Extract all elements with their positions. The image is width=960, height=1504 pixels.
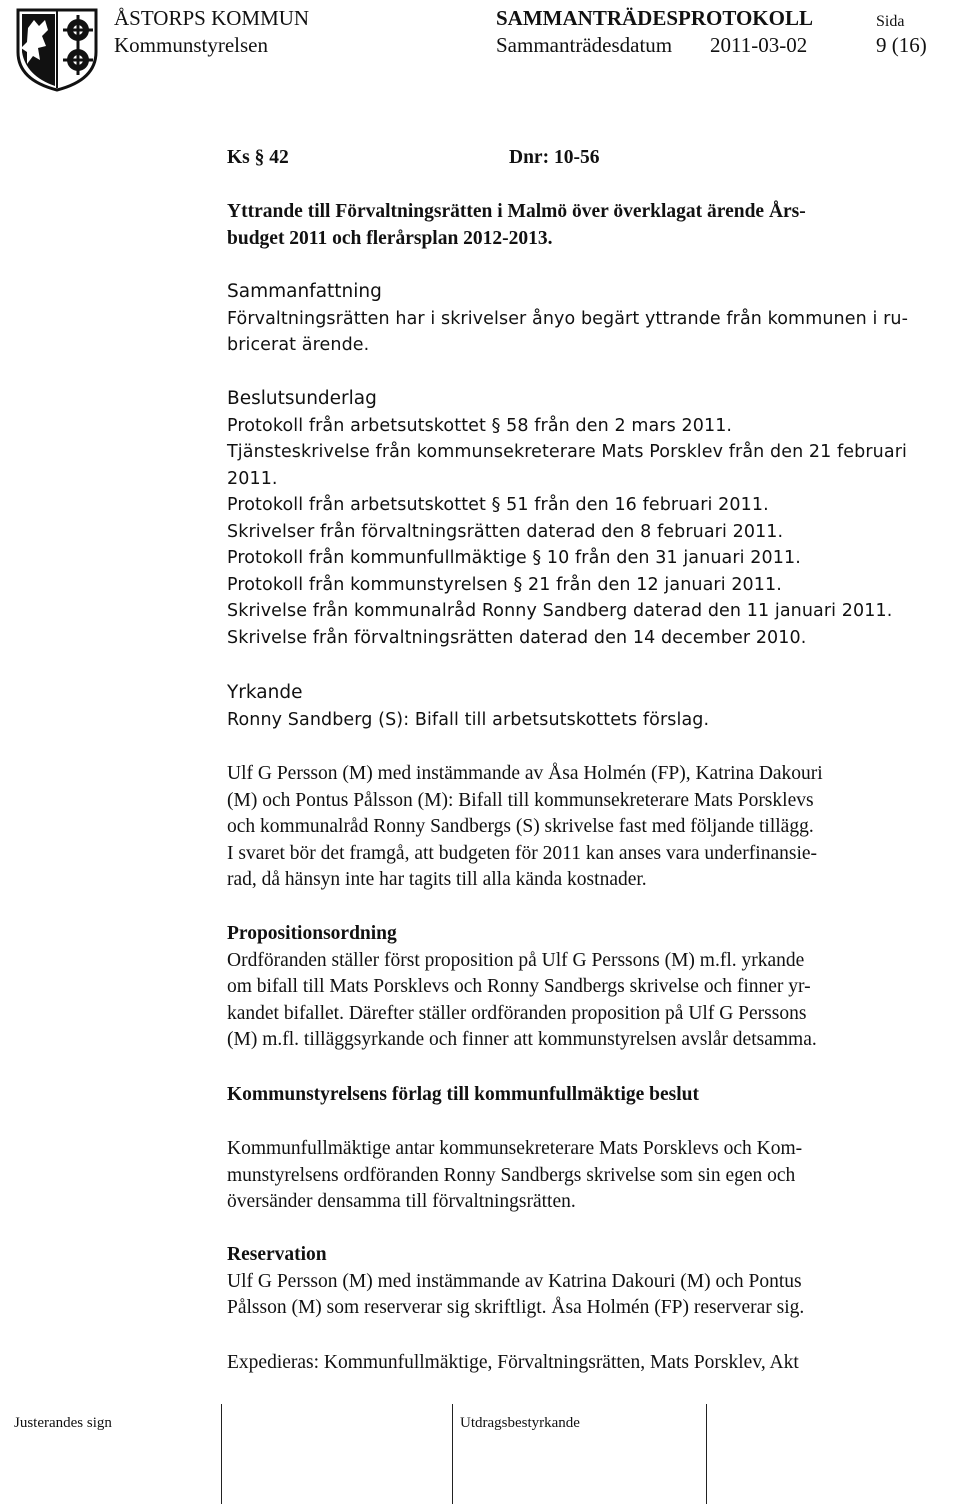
section-heading: Sammanfattning: [227, 281, 382, 302]
text-line: munstyrelsens ordföranden Ronny Sandbergs skrivelse som sin egen och: [227, 1164, 796, 1186]
list-item: Protokoll från arbetsutskottet § 58 från den 2 mars 2011.: [227, 415, 733, 436]
case-dnr: Dnr: 10-56: [509, 147, 600, 168]
meeting-date-label: Sammanträdesdatum: [496, 33, 673, 57]
text-line: Ulf G Persson (M) med instämmande av Åsa Holmén (FP), Katrina Dakouri: [227, 763, 823, 784]
section-sammanfattning: [227, 279, 937, 359]
case-title-line: Yttrande till Förvaltningsrätten i Malmö över överklagat ärende Års-: [227, 201, 806, 222]
footer-justerandes-sign: Justerandes sign: [14, 1415, 112, 1431]
section-heading: Yrkande: [227, 682, 303, 703]
text-line: (M) och Pontus Pålsson (M): Bifall till kommunsekreterare Mats Porsklevs: [227, 789, 814, 811]
section-yrkande: [227, 680, 937, 733]
list-item: Tjänsteskrivelse från kommunsekreterare Mats Porsklev från den 21 februari: [227, 442, 907, 462]
section-forslag: [227, 1136, 937, 1216]
org-name: ÅSTORPS KOMMUN: [114, 6, 310, 30]
text-line: om bifall till Mats Porsklevs och Ronny Sandbergs skrivelse och finner yr-: [227, 976, 811, 997]
section-beslutsunderlag: [227, 386, 937, 651]
footer-divider: [452, 1404, 453, 1504]
footer-utdragsbestyrkande: Utdragsbestyrkande: [460, 1415, 580, 1431]
case-title-line: budget 2011 och flerårsplan 2012-2013.: [227, 227, 553, 249]
meeting-date: 2011-03-02: [710, 33, 808, 57]
unit-name: Kommunstyrelsen: [114, 33, 268, 57]
list-item: Skrivelse från förvaltningsrätten daterad den 14 december 2010.: [227, 627, 807, 648]
text-line: bricerat ärende.: [227, 335, 370, 355]
footer-divider: [706, 1404, 707, 1504]
case-number: Ks § 42: [227, 147, 289, 168]
yrkande-paragraph: [227, 761, 937, 894]
section-heading: Kommunstyrelsens förlag till kommunfullmäktige beslut: [227, 1084, 699, 1105]
page-label: Sida: [876, 13, 905, 30]
section-reservation: [227, 1242, 937, 1322]
text-line: kandet bifallet. Därefter ställer ordföranden proposition på Ulf G Perssons: [227, 1002, 807, 1024]
text-line: Förvaltningsrätten har i skrivelser ånyo begärt yttrande från kommunen i ru-: [227, 308, 908, 329]
text-line: Ordföranden ställer först proposition på Ulf G Perssons (M) m.fl. yrkande: [227, 949, 805, 971]
footer-divider: [221, 1404, 222, 1504]
list-item: Protokoll från kommunstyrelsen § 21 från den 12 januari 2011.: [227, 574, 782, 595]
expedieras-line: Expedieras: Kommunfullmäktige, Förvaltningsrätten, Mats Porsklev, Akt: [227, 1352, 799, 1373]
list-item: 2011.: [227, 468, 278, 489]
list-item: Protokoll från arbetsutskottet § 51 från den 16 februari 2011.: [227, 495, 769, 515]
case-title: [227, 199, 937, 252]
text-line: rad, då hänsyn inte har tagits till alla kända kostnader.: [227, 869, 647, 890]
section-heading: Beslutsunderlag: [227, 388, 377, 409]
text-line: översänder densamma till förvaltningsrätten.: [227, 1191, 576, 1212]
text-line: Pålsson (M) som reserverar sig skriftligt. Åsa Holmén (FP) reserverar sig.: [227, 1297, 805, 1318]
document-type: SAMMANTRÄDESPROTOKOLL: [496, 6, 813, 30]
list-item: Protokoll från kommunfullmäktige § 10 från den 31 januari 2011.: [227, 548, 801, 568]
section-heading: Propositionsordning: [227, 923, 397, 944]
section-heading: Reservation: [227, 1244, 327, 1265]
section-propositionsordning: [227, 921, 937, 1054]
text-line: Ulf G Persson (M) med instämmande av Katrina Dakouri (M) och Pontus: [227, 1270, 802, 1292]
list-item: Skrivelse från kommunalråd Ronny Sandberg daterad den 11 januari 2011.: [227, 601, 893, 621]
text-line: Ronny Sandberg (S): Bifall till arbetsutskottets förslag.: [227, 709, 710, 730]
municipal-crest-logo: [14, 6, 100, 92]
page-number: 9 (16): [876, 33, 927, 57]
text-line: Kommunfullmäktige antar kommunsekreterare Mats Porsklevs och Kom-: [227, 1138, 803, 1159]
list-item: Skrivelser från förvaltningsrätten daterad den 8 februari 2011.: [227, 521, 784, 542]
text-line: (M) m.fl. tilläggsyrkande och finner att kommunstyrelsen avslår detsamma.: [227, 1029, 817, 1050]
text-line: I svaret bör det framgå, att budgeten för 2011 kan anses vara underfinansie-: [227, 842, 818, 864]
text-line: och kommunalråd Ronny Sandbergs (S) skrivelse fast med följande tillägg.: [227, 816, 814, 837]
